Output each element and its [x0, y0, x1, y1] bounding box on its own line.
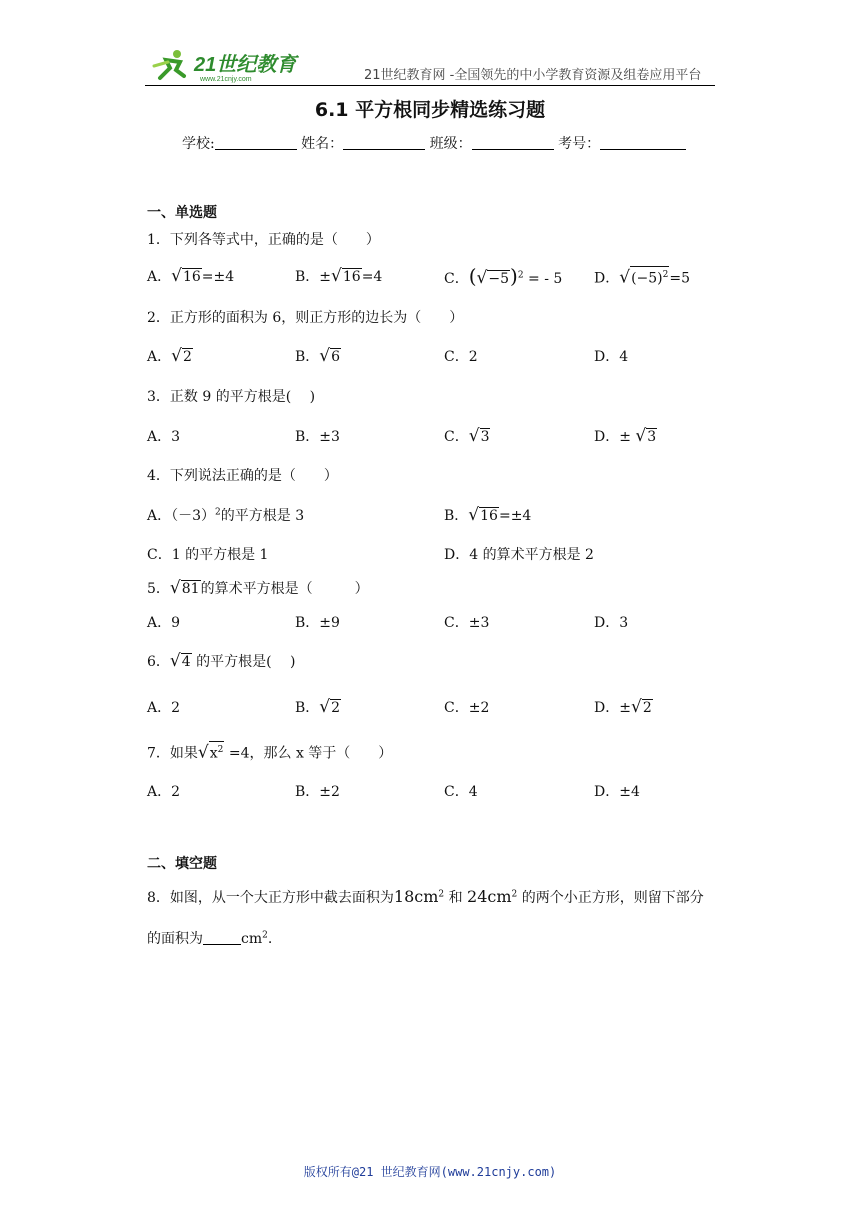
q3-option-a[interactable]: A．3 — [147, 429, 181, 445]
question-2-stem: 2．正方形的面积为 6，则正方形的边长为（ ） — [147, 310, 464, 326]
q3-option-c[interactable]: C．√3 — [444, 426, 490, 446]
name-blank[interactable] — [343, 134, 425, 150]
q5-option-a[interactable]: A．9 — [147, 615, 181, 631]
q6-option-b[interactable]: B．√2 — [295, 697, 341, 717]
question-1-stem: 1．下列各等式中，正确的是（ ） — [147, 232, 380, 248]
q6-option-c[interactable]: C．±2 — [444, 700, 490, 716]
q1-c-radicand: −5 — [488, 271, 510, 287]
q7-option-c[interactable]: C．4 — [444, 784, 478, 800]
q2-option-b[interactable]: B．√6 — [295, 346, 341, 366]
question-6-stem: 6．√4 的平方根是( ) — [147, 651, 296, 671]
q4-option-c[interactable]: C．1 的平方根是 1 — [147, 547, 269, 563]
question-5-stem: 5．√81的算术平方根是（ ） — [147, 578, 369, 598]
class-label: 班级： — [429, 136, 472, 152]
logo-text: 21世纪教育 — [194, 54, 297, 76]
class-blank[interactable] — [472, 134, 554, 150]
q3-option-b[interactable]: B．±3 — [295, 429, 340, 445]
q2-option-d[interactable]: D．4 — [594, 349, 629, 365]
q7-option-d[interactable]: D．±4 — [594, 784, 640, 800]
header-slogan: 21世纪教育网 -全国领先的中小学教育资源及组卷应用平台 — [364, 68, 702, 83]
q1-a-radicand: 16 — [182, 269, 201, 285]
exam-no-blank[interactable] — [600, 134, 686, 150]
question-8-line-2: 的面积为 $cm^2$. — [147, 930, 273, 947]
q2-option-a[interactable]: A．√2 — [147, 346, 192, 366]
q2-option-c[interactable]: C．2 — [444, 349, 478, 365]
q1-option-c[interactable]: C．$(√-5)^2$ = - 5 — [444, 264, 563, 288]
q1-b-radicand: 16 — [342, 269, 361, 285]
q1-option-a[interactable]: A．√16=±4 — [147, 266, 235, 286]
school-label: 学校: — [182, 136, 215, 152]
q6-option-d[interactable]: D．±√2 — [594, 697, 652, 717]
q4-option-a[interactable]: A．$(-3)^2$的平方根是 3 — [147, 507, 305, 524]
question-4-stem: 4．下列说法正确的是（ ） — [147, 468, 338, 484]
q5-option-c[interactable]: C．±3 — [444, 615, 490, 631]
header-divider — [145, 85, 715, 86]
q8-answer-blank[interactable] — [203, 929, 241, 945]
q1-option-d[interactable]: D．$√(-5)^2=5$ — [594, 267, 691, 288]
question-3-stem: 3．正数 9 的平方根是( ) — [147, 389, 316, 405]
q7-option-a[interactable]: A．2 — [147, 784, 181, 800]
q1-option-b[interactable]: B．±√16=4 — [295, 266, 383, 286]
q3-option-d[interactable]: D．± √3 — [594, 426, 657, 446]
school-blank[interactable] — [215, 134, 297, 150]
q6-option-a[interactable]: A．2 — [147, 700, 181, 716]
q1-d-radicand: $(-5)^2$ — [630, 266, 669, 287]
runner-icon — [150, 48, 300, 84]
question-8-line-1: 8．如图，从一个大正方形中截去面积为$18cm^2$ 和 $24cm^2$ 的两个小正方形，则留下部分 — [147, 887, 704, 906]
copyright-footer: 版权所有@21 世纪教育网(www.21cnjy.com) — [303, 1165, 557, 1179]
logo-url: www.21cnjy.com — [200, 76, 252, 83]
question-7-stem: 7．如果$√x^2 =4$，那么 x 等于（ ） — [147, 742, 393, 763]
q7-option-b[interactable]: B．±2 — [295, 784, 340, 800]
q5-option-b[interactable]: B．±9 — [295, 615, 340, 631]
site-logo — [150, 48, 300, 84]
section-heading-single-choice: 一、单选题 — [147, 205, 217, 221]
exam-no-label: 考号： — [558, 136, 601, 152]
page-title: 6.1 平方根同步精选练习题 — [314, 99, 546, 121]
name-label: 姓名： — [301, 136, 344, 152]
q4-option-d[interactable]: D．4 的算术平方根是 2 — [444, 547, 594, 563]
q4-option-b[interactable]: B．√16=±4 — [444, 505, 532, 525]
q5-option-d[interactable]: D．3 — [594, 615, 629, 631]
student-info-line — [182, 133, 686, 153]
section-heading-fill-blank: 二、填空题 — [147, 856, 217, 872]
